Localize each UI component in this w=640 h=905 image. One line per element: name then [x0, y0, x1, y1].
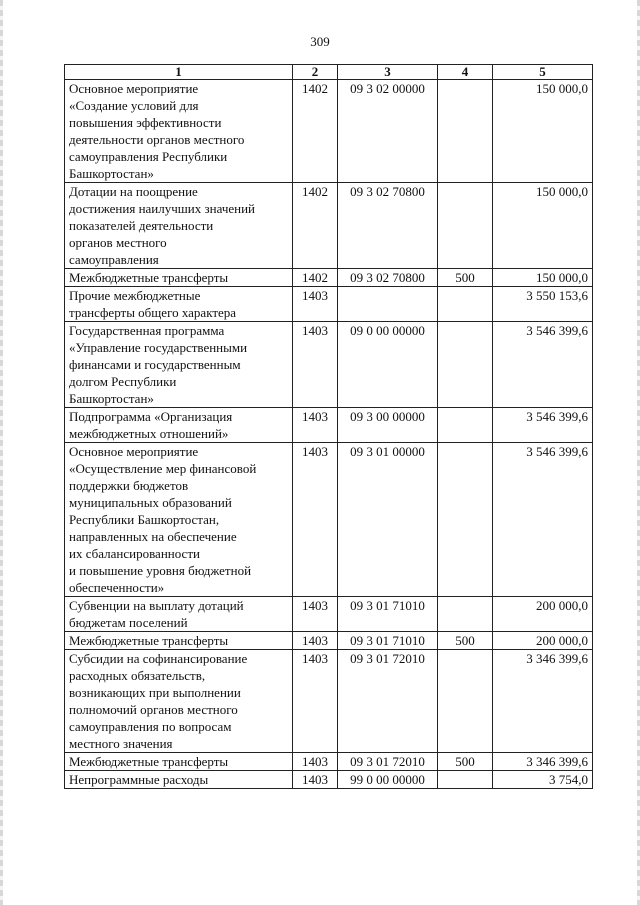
table-row: [65, 183, 593, 269]
row-amount: 150 000,0: [493, 183, 593, 269]
header-col-1: 1: [65, 65, 293, 80]
scan-edge-left: [0, 0, 3, 905]
table-row: [65, 80, 593, 183]
row-type: [438, 408, 493, 443]
table-row: [65, 632, 593, 650]
row-code: 09 3 01 71010: [338, 632, 438, 650]
row-section: 1403: [293, 650, 338, 753]
row-code: 09 0 00 00000: [338, 322, 438, 408]
row-type: [438, 771, 493, 789]
row-name: Прочие межбюджетные трансферты общего характера: [65, 287, 293, 322]
row-code: 09 3 02 70800: [338, 183, 438, 269]
row-type: 500: [438, 269, 493, 287]
row-section: 1402: [293, 269, 338, 287]
row-code: 09 3 02 70800: [338, 269, 438, 287]
row-type: 500: [438, 753, 493, 771]
header-col-2: 2: [293, 65, 338, 80]
row-type: [438, 80, 493, 183]
row-amount: 200 000,0: [493, 597, 593, 632]
row-section: 1403: [293, 753, 338, 771]
row-amount: 150 000,0: [493, 269, 593, 287]
header-col-4: 4: [438, 65, 493, 80]
row-code: 09 3 00 00000: [338, 408, 438, 443]
row-type: [438, 597, 493, 632]
table-row: [65, 597, 593, 632]
row-amount: 3 550 153,6: [493, 287, 593, 322]
row-section: 1403: [293, 443, 338, 597]
page-number: 309: [310, 34, 330, 49]
row-name: Основное мероприятие «Создание условий для повышения эффективности деятельности органов местного самоуправления Республики Башкортостан»: [65, 80, 293, 183]
row-amount: 3 546 399,6: [493, 322, 593, 408]
row-section: 1403: [293, 322, 338, 408]
table-row: [65, 287, 593, 322]
row-code: 09 3 01 71010: [338, 597, 438, 632]
header-col-5: 5: [493, 65, 593, 80]
row-name: Субсидии на софинансирование расходных обязательств, возникающих при выполнении полномочий органов местного самоуправления по вопросам местного значения: [65, 650, 293, 753]
row-name: Непрограммные расходы: [65, 771, 293, 789]
row-name: Субвенции на выплату дотаций бюджетам поселений: [65, 597, 293, 632]
row-name: Дотации на поощрение достижения наилучших значений показателей деятельности органов местного самоуправления: [65, 183, 293, 269]
row-name: Основное мероприятие «Осуществление мер финансовой поддержки бюджетов муниципальных образований Республики Башкортостан, направленных на обеспечение их сбалансированности и повышение уровня бюджетной обеспеченности»: [65, 443, 293, 597]
row-type: [438, 443, 493, 597]
row-amount: 3 754,0: [493, 771, 593, 789]
row-section: 1402: [293, 80, 338, 183]
budget-table: [64, 64, 593, 789]
row-code: 99 0 00 00000: [338, 771, 438, 789]
row-type: [438, 650, 493, 753]
table-row: [65, 443, 593, 597]
table-row: [65, 771, 593, 789]
row-amount: 3 346 399,6: [493, 650, 593, 753]
table-row: [65, 753, 593, 771]
row-section: 1403: [293, 632, 338, 650]
row-type: [438, 287, 493, 322]
table-header-row: [65, 65, 593, 80]
row-code: 09 3 01 00000: [338, 443, 438, 597]
row-amount: 3 346 399,6: [493, 753, 593, 771]
row-name: Межбюджетные трансферты: [65, 269, 293, 287]
row-name: Межбюджетные трансферты: [65, 753, 293, 771]
row-name: Подпрограмма «Организация межбюджетных отношений»: [65, 408, 293, 443]
row-section: 1402: [293, 183, 338, 269]
row-type: 500: [438, 632, 493, 650]
row-name: Государственная программа «Управление государственными финансами и государственным долгом Республики Башкортостан»: [65, 322, 293, 408]
table-row: [65, 650, 593, 753]
table-body: [65, 80, 593, 789]
row-amount: 200 000,0: [493, 632, 593, 650]
table-row: [65, 408, 593, 443]
row-section: 1403: [293, 771, 338, 789]
row-name: Межбюджетные трансферты: [65, 632, 293, 650]
row-section: 1403: [293, 408, 338, 443]
row-code: [338, 287, 438, 322]
table-row: [65, 269, 593, 287]
row-amount: 3 546 399,6: [493, 408, 593, 443]
row-code: 09 3 01 72010: [338, 650, 438, 753]
row-type: [438, 183, 493, 269]
table-row: [65, 322, 593, 408]
row-amount: 3 546 399,6: [493, 443, 593, 597]
row-code: 09 3 01 72010: [338, 753, 438, 771]
header-col-3: 3: [338, 65, 438, 80]
row-section: 1403: [293, 597, 338, 632]
row-type: [438, 322, 493, 408]
row-code: 09 3 02 00000: [338, 80, 438, 183]
row-section: 1403: [293, 287, 338, 322]
row-amount: 150 000,0: [493, 80, 593, 183]
